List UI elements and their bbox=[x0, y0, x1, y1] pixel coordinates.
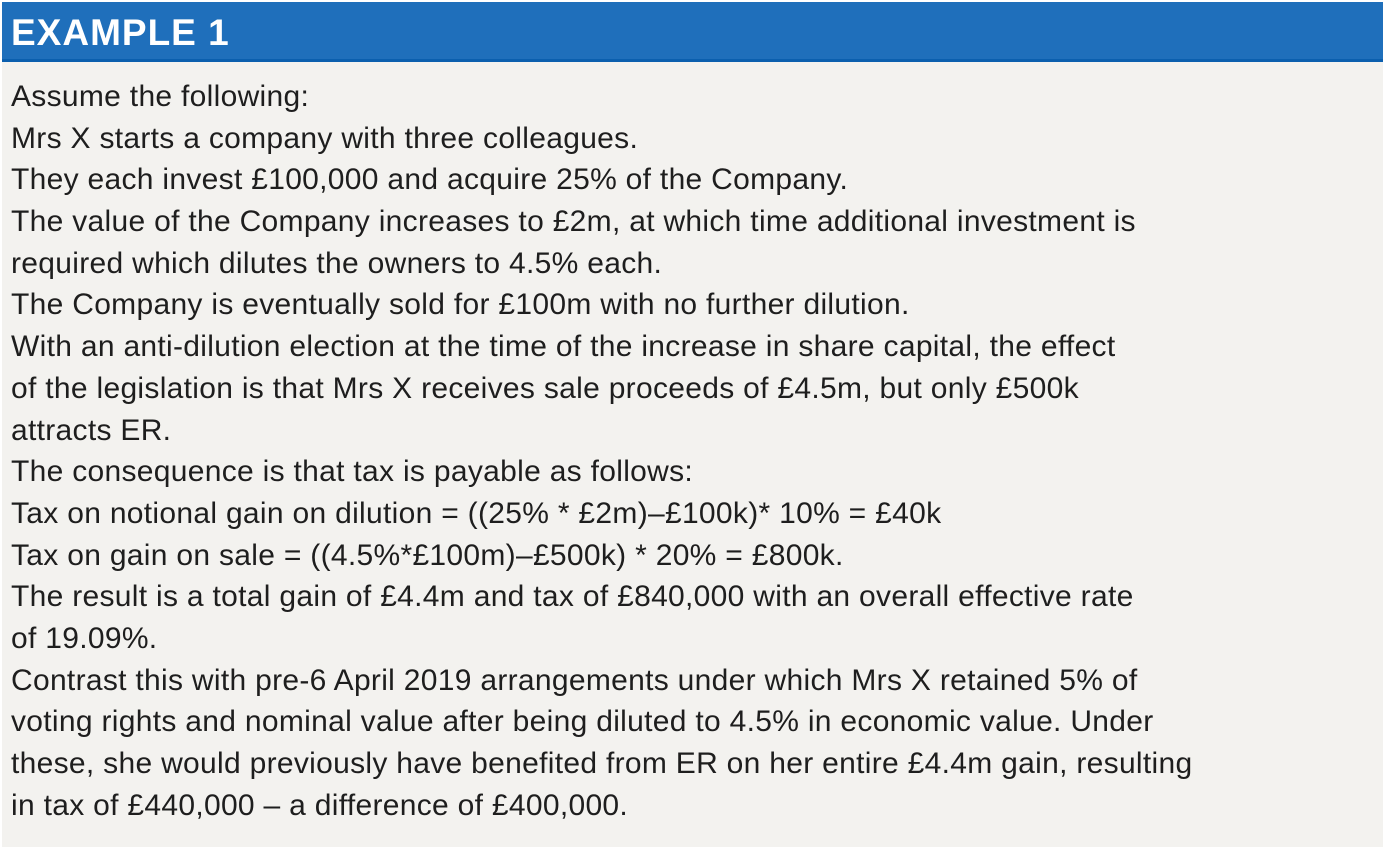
body-line: The value of the Company increases to £2m, at which time additional investment is bbox=[11, 205, 1136, 239]
body-line: The consequence is that tax is payable as follows: bbox=[11, 455, 694, 489]
body-line: required which dilutes the owners to 4.5% each. bbox=[11, 246, 663, 280]
body-line: Assume the following: bbox=[11, 80, 310, 113]
body-line: They each invest £100,000 and acquire 25% of the Company. bbox=[11, 163, 849, 197]
body-line: these, she would previously have benefited from ER on her entire £4.4m gain, resulting bbox=[11, 747, 1193, 780]
example-title: EXAMPLE 1 bbox=[11, 12, 230, 53]
body-line: of the legislation is that Mrs X receives sale proceeds of £4.5m, but only £500k bbox=[11, 371, 1079, 405]
body-line: Contrast this with pre-6 April 2019 arrangements under which Mrs X retained 5% of bbox=[11, 663, 1138, 697]
body-line: The result is a total gain of £4.4m and tax of £840,000 with an overall effective rate bbox=[11, 580, 1134, 614]
body-line: The Company is eventually sold for £100m with no further dilution. bbox=[11, 288, 910, 322]
body-line: voting rights and nominal value after being diluted to 4.5% in economic value. Under bbox=[11, 705, 1154, 739]
example-header bbox=[2, 2, 1383, 62]
body-line: With an anti-dilution election at the time of the increase in share capital, the effect bbox=[11, 330, 1116, 364]
body-line: Tax on notional gain on dilution = ((25% * £2m)–£100k)* 10% = £40k bbox=[11, 496, 942, 530]
body-line: in tax of £440,000 – a difference of £400,000. bbox=[11, 788, 629, 822]
body-line: Tax on gain on sale = ((4.5%*£100m)–£500k) * 20% = £800k. bbox=[11, 538, 844, 572]
body-line: of 19.09%. bbox=[11, 621, 158, 655]
body-line: attracts ER. bbox=[11, 413, 172, 447]
body-line: Mrs X starts a company with three colleagues. bbox=[11, 121, 639, 155]
example-box bbox=[2, 2, 1383, 847]
example-body bbox=[11, 76, 1371, 826]
